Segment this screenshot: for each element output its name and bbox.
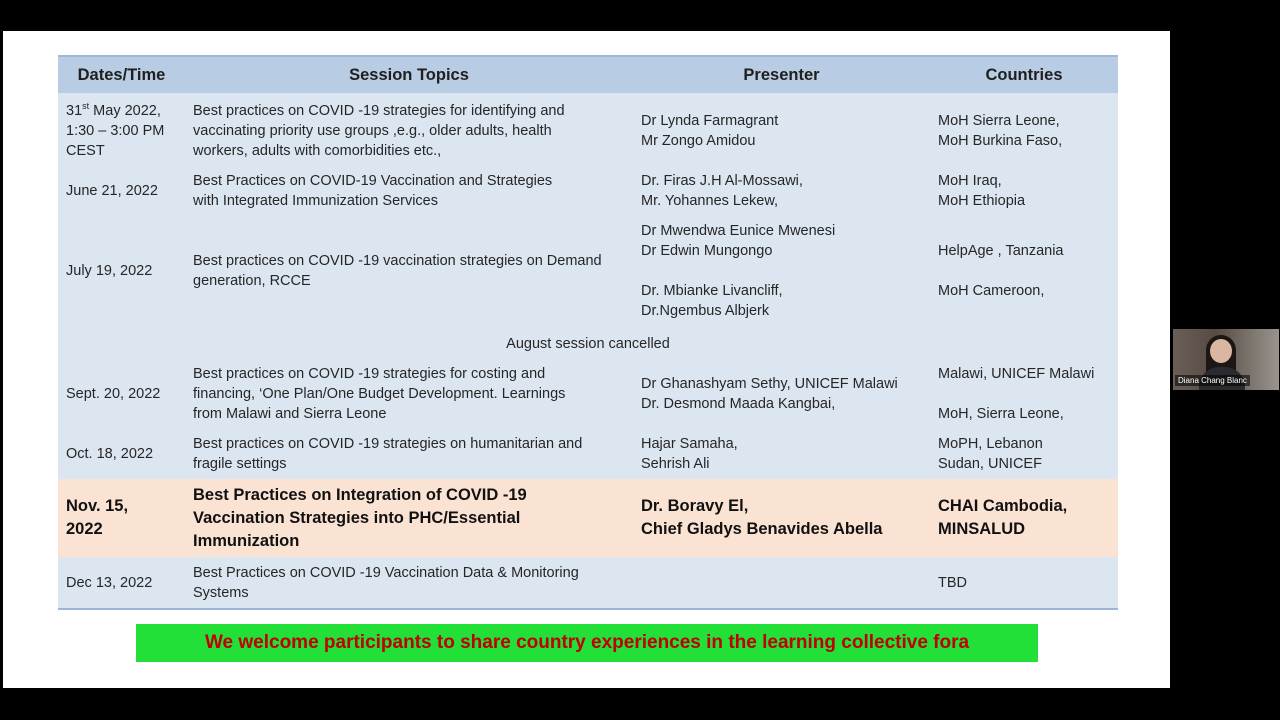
row-countries: Malawi, UNICEF Malawi MoH, Sierra Leone, xyxy=(930,359,1118,429)
row-presenter: Hajar Samaha, Sehrish Ali xyxy=(633,429,930,479)
row-presenter: Dr Ghanashyam Sethy, UNICEF Malawi Dr. Desmond Maada Kangbai, xyxy=(633,359,930,429)
row-topic: Best practices on COVID -19 strategies for costing and financing, ‘One Plan/One Budget Development. Learnings from Malawi and Sierra Leone xyxy=(185,359,633,429)
table-row xyxy=(58,169,1118,213)
row-countries: HelpAge , Tanzania MoH Cameroon, xyxy=(930,213,1118,329)
row-date: Oct. 18, 2022 xyxy=(58,429,185,479)
header-presenter: Presenter xyxy=(633,56,930,93)
row-countries: CHAI Cambodia, MINSALUD xyxy=(930,479,1118,557)
table-row xyxy=(58,213,1118,329)
welcome-banner xyxy=(136,624,1038,662)
table-row-highlighted xyxy=(58,479,1118,557)
participant-video-tile[interactable] xyxy=(1173,329,1279,390)
row-presenter: Dr Lynda Farmagrant Mr Zongo Amidou xyxy=(633,93,930,169)
header-topics: Session Topics xyxy=(185,56,633,93)
header-countries: Countries xyxy=(930,56,1118,93)
row-topic: Best Practices on Integration of COVID -19 Vaccination Strategies into PHC/Essential Immunization xyxy=(185,479,633,557)
row-date: Nov. 15, 2022 xyxy=(58,479,185,557)
row-presenter: Dr. Boravy El, Chief Gladys Benavides Abella xyxy=(633,479,930,557)
row-date: July 19, 2022 xyxy=(58,213,185,329)
participant-name-label: Diana Chang Blanc xyxy=(1175,375,1250,386)
row-countries: MoH Sierra Leone, MoH Burkina Faso, xyxy=(930,93,1118,169)
row-topic: Best Practices on COVID -19 Vaccination Data & Monitoring Systems xyxy=(185,557,633,609)
row-date: 31st May 2022, 1:30 – 3:00 PM CEST xyxy=(58,93,185,169)
row-date: June 21, 2022 xyxy=(58,169,185,213)
row-topic: Best Practices on COVID-19 Vaccination and Strategies with Integrated Immunization Services xyxy=(185,169,633,213)
presentation-slide xyxy=(3,31,1170,688)
cancelled-note: August session cancelled xyxy=(58,329,1118,359)
row-countries: MoPH, Lebanon Sudan, UNICEF xyxy=(930,429,1118,479)
table-row xyxy=(58,557,1118,609)
table-row xyxy=(58,359,1118,429)
row-topic: Best practices on COVID -19 strategies on humanitarian and fragile settings xyxy=(185,429,633,479)
table-header-row xyxy=(58,56,1118,93)
row-topic: Best practices on COVID -19 strategies for identifying and vaccinating priority use groups ,e.g., older adults, health workers, adults with comorbidities etc., xyxy=(185,93,633,169)
row-countries: MoH Iraq, MoH Ethiopia xyxy=(930,169,1118,213)
table-row xyxy=(58,329,1118,359)
row-date: Sept. 20, 2022 xyxy=(58,359,185,429)
schedule-table xyxy=(58,55,1118,610)
row-presenter: Dr Mwendwa Eunice Mwenesi Dr Edwin Mungongo Dr. Mbianke Livancliff, Dr.Ngembus Albjerk xyxy=(633,213,930,329)
header-dates: Dates/Time xyxy=(58,56,185,93)
row-presenter: Dr. Firas J.H Al-Mossawi, Mr. Yohannes Lekew, xyxy=(633,169,930,213)
schedule-table-wrapper xyxy=(58,55,1118,610)
row-topic: Best practices on COVID -19 vaccination strategies on Demand generation, RCCE xyxy=(185,213,633,329)
row-presenter xyxy=(633,557,930,609)
row-date: Dec 13, 2022 xyxy=(58,557,185,609)
row-countries: TBD xyxy=(930,557,1118,609)
welcome-banner-text: We welcome participants to share country experiences in the learning collective fora xyxy=(204,632,970,653)
participant-face-shape xyxy=(1210,339,1232,363)
table-row xyxy=(58,93,1118,169)
table-row xyxy=(58,429,1118,479)
